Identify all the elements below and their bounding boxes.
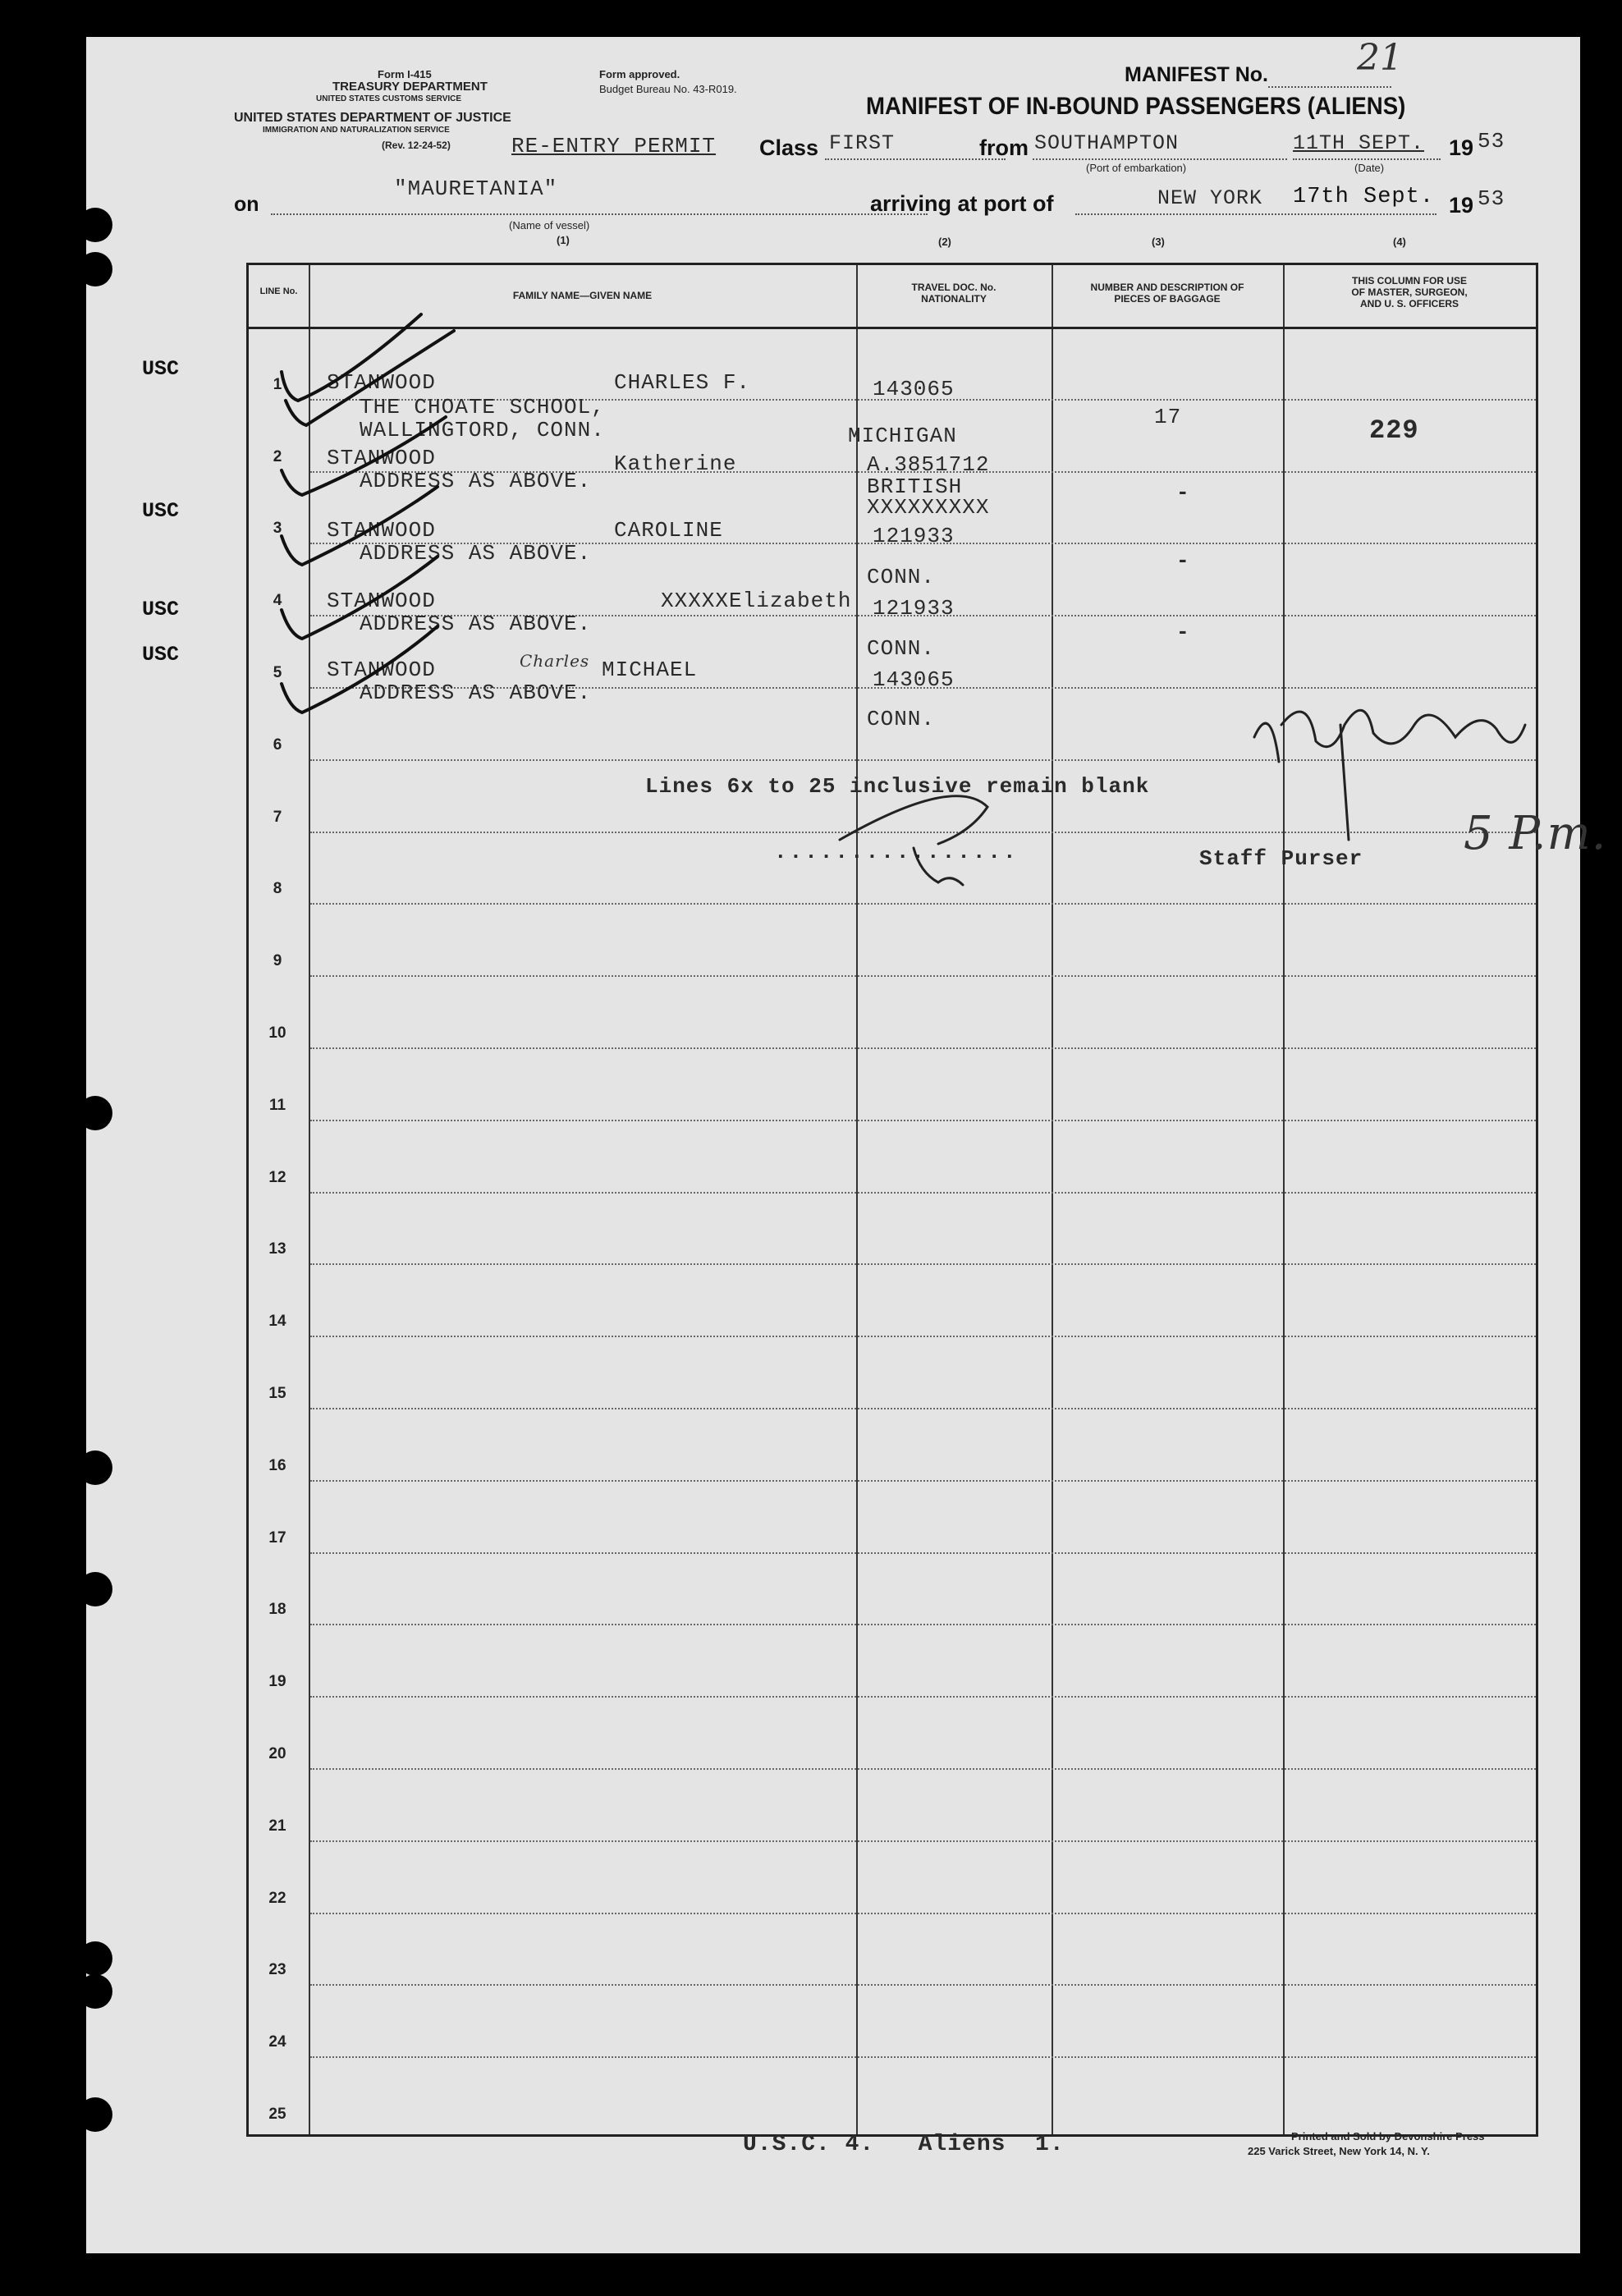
p1-doc: 143065 xyxy=(873,377,955,401)
line-number: 15 xyxy=(268,1385,286,1402)
row-divider xyxy=(310,1552,1536,1554)
nationality-label: NATIONALITY xyxy=(921,293,987,305)
p4-baggage: - xyxy=(1176,620,1190,644)
col-num-2: (2) xyxy=(938,236,951,248)
year-suffix-1: 53 xyxy=(1478,129,1505,154)
line-number: 10 xyxy=(268,1024,286,1042)
binder-hole xyxy=(78,2097,112,2132)
check-mark xyxy=(282,626,438,713)
budget-bureau: Budget Bureau No. 43-R019. xyxy=(599,83,737,95)
officers-label-2: OF MASTER, SURGEON, xyxy=(1351,286,1468,298)
arrival-date: 17th Sept. xyxy=(1293,185,1435,209)
line-number: 2 xyxy=(273,447,282,465)
line-number: 16 xyxy=(268,1456,286,1474)
line-number: 12 xyxy=(268,1168,286,1186)
printer-line-1: Printed and Sold by Devonshire Press xyxy=(1291,2130,1485,2142)
binder-hole xyxy=(78,1974,112,2009)
ins-service: IMMIGRATION AND NATURALIZATION SERVICE xyxy=(263,126,450,135)
line-number: 5 xyxy=(273,664,282,681)
binder-hole xyxy=(78,252,112,286)
p1-given: CHARLES F. xyxy=(614,370,751,395)
binder-hole xyxy=(78,208,112,242)
depart-date: 11TH SEPT. xyxy=(1293,131,1425,155)
row-divider xyxy=(310,1336,1536,1337)
line-number: 19 xyxy=(268,1673,286,1691)
row-divider xyxy=(310,975,1536,977)
p1-family: STANWOOD xyxy=(327,370,436,395)
vessel-caption: (Name of vessel) xyxy=(509,219,590,231)
form-approved: Form approved. xyxy=(599,68,680,80)
footer-summary: U.S.C. 4. Aliens 1. xyxy=(743,2132,1065,2157)
purser-dots: ................ xyxy=(774,840,1019,864)
line-number: 9 xyxy=(273,952,282,970)
purser-signature xyxy=(914,848,963,885)
line-number: 20 xyxy=(268,1745,286,1762)
date-caption: (Date) xyxy=(1354,162,1385,174)
p4-nationality: CONN. xyxy=(867,636,936,661)
p2-baggage: - xyxy=(1176,480,1190,505)
from-label: from xyxy=(979,135,1029,160)
col-num-4: (4) xyxy=(1393,236,1406,248)
line-number: 11 xyxy=(268,1096,286,1114)
officers-label-1: THIS COLUMN FOR USE xyxy=(1352,275,1467,286)
p1-baggage: 17 xyxy=(1154,405,1182,429)
col-header-name: FAMILY NAME—GIVEN NAME xyxy=(512,290,653,301)
binder-hole xyxy=(78,1572,112,1606)
p3-addr1: ADDRESS AS ABOVE. xyxy=(360,541,592,566)
p2-nationality: BRITISH xyxy=(867,474,963,499)
col-num-3: (3) xyxy=(1152,236,1165,248)
p5-doc: 143065 xyxy=(873,667,955,692)
year-prefix-2: 19 xyxy=(1449,193,1474,218)
line-number: 18 xyxy=(268,1601,286,1619)
p3-given: CAROLINE xyxy=(614,518,723,543)
row-divider xyxy=(310,1768,1536,1770)
p4-doc: 121933 xyxy=(873,596,955,621)
arriving-label: arriving at port of xyxy=(870,191,1054,216)
p5-nationality: CONN. xyxy=(867,707,936,731)
line-number: 8 xyxy=(273,880,282,898)
row-divider xyxy=(310,1480,1536,1482)
p1-addr1: THE CHOATE SCHOOL, xyxy=(360,395,605,419)
inspector-signature xyxy=(1254,710,1525,762)
arrival-port: NEW YORK xyxy=(1157,186,1263,210)
line-number: 4 xyxy=(273,592,282,610)
class-label: Class xyxy=(759,135,819,160)
line-number: 7 xyxy=(273,808,282,826)
check-mark xyxy=(282,557,438,639)
year-prefix-1: 19 xyxy=(1449,135,1474,160)
purser-signature xyxy=(840,796,987,844)
p1-addr2: WALLINGTORD, CONN. xyxy=(360,418,605,442)
on-label: on xyxy=(234,193,259,216)
p5-addr1: ADDRESS AS ABOVE. xyxy=(360,681,592,705)
binder-hole xyxy=(78,1096,112,1130)
p2-nationality-struck: XXXXXXXXX xyxy=(867,495,990,520)
line-number: 6 xyxy=(273,736,282,754)
line-number: 22 xyxy=(268,1889,286,1907)
line-number: 13 xyxy=(268,1240,286,1258)
handwriting-marks xyxy=(249,265,1536,922)
baggage-label-2: PIECES OF BAGGAGE xyxy=(1114,293,1221,305)
p3-nationality: CONN. xyxy=(867,565,936,589)
row-divider xyxy=(310,1408,1536,1409)
row-divider xyxy=(310,1263,1536,1265)
remain-blank-note: Lines 6x to 25 inclusive remain blank xyxy=(645,774,1150,799)
row-divider xyxy=(310,1047,1536,1049)
reentry-permit: RE-ENTRY PERMIT xyxy=(511,134,717,158)
manifest-label: MANIFEST No. xyxy=(1125,63,1268,86)
line-number: 17 xyxy=(268,1528,286,1547)
manifest-sheet xyxy=(86,37,1607,2253)
row-divider xyxy=(310,1913,1536,1914)
check-mark xyxy=(286,331,454,425)
p3-doc: 121933 xyxy=(873,524,955,548)
usc-mark: USC xyxy=(142,357,180,381)
p4-family: STANWOOD xyxy=(327,589,436,613)
year-suffix-2: 53 xyxy=(1478,186,1505,211)
row-divider xyxy=(310,1120,1536,1121)
inspector-time: 5 P.m. xyxy=(1464,807,1607,860)
check-mark xyxy=(282,314,421,401)
p2-doc: A.3851712 xyxy=(867,452,990,477)
usc-mark: USC xyxy=(142,499,180,523)
line-number: 1 xyxy=(273,375,282,393)
line-number: 24 xyxy=(268,2033,286,2051)
p1-nationality: MICHIGAN xyxy=(848,424,957,448)
form-number: Form I-415 xyxy=(378,68,432,80)
inspector-signature xyxy=(1340,725,1349,840)
row-divider xyxy=(310,1984,1536,1986)
line-number: 21 xyxy=(268,1817,286,1835)
embark-port: SOUTHAMPTON xyxy=(1034,131,1180,155)
line-number: 23 xyxy=(268,1961,286,1979)
justice-dept: UNITED STATES DEPARTMENT OF JUSTICE xyxy=(234,111,511,125)
revision: (Rev. 12-24-52) xyxy=(382,140,451,151)
p2-family: STANWOOD xyxy=(327,446,436,470)
p5-given: MICHAEL xyxy=(602,658,698,682)
usc-mark: USC xyxy=(142,643,180,667)
check-mark xyxy=(282,487,438,565)
printer-line-2: 225 Varick Street, New York 14, N. Y. xyxy=(1248,2145,1430,2157)
col-header-line: LINE No. xyxy=(259,286,298,296)
usc-mark: USC xyxy=(142,598,180,621)
row-divider xyxy=(310,1192,1536,1194)
p1-officer-number: 229 xyxy=(1369,415,1419,446)
p4-addr1: ADDRESS AS ABOVE. xyxy=(360,612,592,636)
p3-family: STANWOOD xyxy=(327,518,436,543)
p5-given-handwritten: Charles xyxy=(520,651,590,671)
port-embark-caption: (Port of embarkation) xyxy=(1086,162,1187,174)
p2-given: Katherine xyxy=(614,451,737,476)
row-divider xyxy=(310,1840,1536,1842)
passenger-table xyxy=(246,263,1607,2137)
vessel-name: "MAURETANIA" xyxy=(394,176,558,201)
line-number: 3 xyxy=(273,520,282,538)
line-number: 25 xyxy=(268,2106,286,2123)
vessel-col: (1) xyxy=(557,234,570,246)
officers-label-3: AND U. S. OFFICERS xyxy=(1359,298,1459,309)
row-divider xyxy=(310,1696,1536,1698)
travel-doc-label: TRAVEL DOC. No. xyxy=(911,282,997,293)
p5-family: STANWOOD xyxy=(327,658,436,682)
binder-hole xyxy=(78,1941,112,1976)
customs-service: UNITED STATES CUSTOMS SERVICE xyxy=(316,94,462,103)
row-divider xyxy=(310,2056,1536,2058)
row-divider xyxy=(310,1624,1536,1625)
baggage-label-1: NUMBER AND DESCRIPTION OF xyxy=(1090,282,1244,293)
line-number: 14 xyxy=(268,1313,286,1331)
staff-purser: Staff Purser xyxy=(1199,846,1363,871)
manifest-number: 21 xyxy=(1357,37,1403,79)
binder-hole xyxy=(78,1450,112,1485)
class-value: FIRST xyxy=(829,131,896,155)
treasury-dept: TREASURY DEPARTMENT xyxy=(332,80,488,94)
manifest-title: MANIFEST OF IN-BOUND PASSENGERS (ALIENS) xyxy=(866,93,1406,120)
p2-addr1: ADDRESS AS ABOVE. xyxy=(360,469,592,493)
p4-given: XXXXXElizabeth xyxy=(661,589,852,613)
p3-baggage: - xyxy=(1176,548,1190,573)
check-mark xyxy=(282,417,446,495)
